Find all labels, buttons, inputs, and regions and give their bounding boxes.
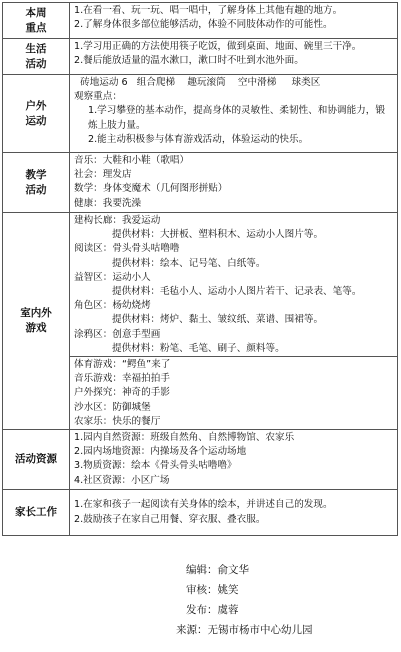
row-label: [3, 430, 70, 490]
content-line: 2.能主动积极参与体育游戏活动，体验运动的快乐。: [88, 133, 309, 145]
label-line: 活动: [25, 57, 47, 70]
credits-block: [176, 560, 313, 640]
content-line: 提供材料：毛毡小人、运动小人图片若干、记录表、笔等。: [112, 286, 362, 298]
content-line: 社会：理发店: [74, 169, 132, 181]
source-credit: 来源：无锡市杨市中心幼儿园: [176, 624, 313, 636]
content-line: 提供材料：烤炉、黏土、皱纹纸、菜谱、围裙等。: [112, 314, 324, 326]
content-line: 农家乐：快乐的餐厅: [74, 415, 161, 427]
row-content: [70, 213, 398, 430]
content-line: 提供材料：粉笔、毛笔、刷子、颜料等。: [112, 342, 285, 354]
content-line: 1.学习用正确的方法使用筷子吃饭，做到桌面、地面、碗里三干净。: [74, 41, 362, 52]
content-line: 音乐：大鞋和小鞋（歌唱）: [74, 155, 190, 166]
content-line: 阅读区：骨头骨头咕噜噜: [74, 243, 180, 255]
content-line: 建构长廊：我爱运动: [74, 215, 161, 226]
content-line: 1.学习攀登的基本动作，提高身体的灵敏性、柔韧性、和协调能力，锻炼上肢力量。: [88, 105, 385, 131]
content-line: 3.物质资源：绘本《骨头骨头咕噜噜》: [74, 460, 237, 472]
label-line: 户外: [25, 99, 47, 112]
content-line: 音乐游戏：幸福拍拍手: [74, 373, 170, 385]
reviewer-credit: 审核：姚笑: [186, 584, 239, 596]
content-line: 4.社区资源：小区广场: [74, 474, 170, 486]
label-line: 本周: [25, 6, 47, 19]
row-label: [3, 39, 70, 75]
row-content: [70, 490, 398, 536]
row-content: [70, 153, 398, 213]
row-label: [3, 153, 70, 213]
outdoor-games-section: [70, 356, 397, 429]
label-line: 运动: [25, 114, 47, 127]
content-line: 2.了解身体很多部位能够活动，体验不同肢体动作的可能性。: [74, 19, 333, 31]
label-line: 教学: [25, 168, 47, 181]
table-row: [3, 213, 398, 430]
table-row: [3, 39, 398, 75]
label-line: 游戏: [25, 322, 47, 335]
row-content: [70, 39, 398, 75]
label-line: 重点: [25, 21, 47, 34]
weekly-plan-table: [2, 2, 398, 536]
row-content: [70, 3, 398, 39]
content-line: 健康：我要洗澡: [74, 197, 142, 209]
row-label: [3, 213, 70, 430]
label-line: 室内外: [20, 307, 52, 320]
table-row: [3, 3, 398, 39]
content-line: 角色区：杨幼烧烤: [74, 300, 151, 312]
content-line: 提供材料：绘本、记号笔、白纸等。: [112, 257, 266, 269]
publisher-credit: 发布：虞蓉: [186, 604, 239, 616]
row-content: [70, 430, 398, 490]
label-line: 活动: [25, 183, 47, 196]
content-line: 1.在看一看、玩一玩、唱一唱中，了解身体上其他有趣的地方。: [74, 5, 343, 16]
content-line: 2.餐后能放适量的温水漱口，漱口时不吐到水池外面。: [74, 55, 304, 67]
content-line: 砖地运动 6 组合爬梯 趣玩滚筒 空中滑梯 球类区: [74, 77, 321, 88]
content-line: 提供材料：大拼板、塑料积木、运动小人图片等。: [112, 229, 324, 241]
editor-credit: 编辑：俞文华: [186, 564, 249, 576]
table-row: [3, 430, 398, 490]
content-line: 沙水区：防御城堡: [74, 401, 151, 413]
content-line: 2.园内场地资源：内操场及各个运动场地: [74, 446, 247, 458]
row-label: [3, 490, 70, 536]
content-line: 涂鸦区：创意手型画: [74, 328, 161, 340]
content-line: 益智区：运动小人: [74, 271, 151, 283]
content-line: 体育游戏：“鳄鱼”来了: [74, 359, 171, 371]
table-row: [3, 75, 398, 153]
content-line: 户外探究：神奇的手影: [74, 387, 170, 399]
row-label: [3, 75, 70, 153]
content-line: 1.在家和孩子一起阅读有关身体的绘本，并讲述自己的发现。: [74, 499, 333, 511]
table-row: [3, 153, 398, 213]
label-line: 生活: [25, 42, 47, 55]
table-row: [3, 490, 398, 536]
label-line: 家长工作: [15, 506, 57, 519]
row-label: [3, 3, 70, 39]
content-line: 1.园内自然资源：班级自然角、自然博物馆、农家乐: [74, 432, 295, 444]
content-line: 观察重点：: [74, 91, 122, 103]
row-content: [70, 75, 398, 153]
content-line: 2.鼓励孩子在家自己用餐、穿衣服、叠衣服。: [74, 513, 266, 525]
content-line: 数学：身体变魔术（几何图形拼贴）: [74, 183, 228, 195]
label-line: 活动资源: [15, 453, 57, 466]
